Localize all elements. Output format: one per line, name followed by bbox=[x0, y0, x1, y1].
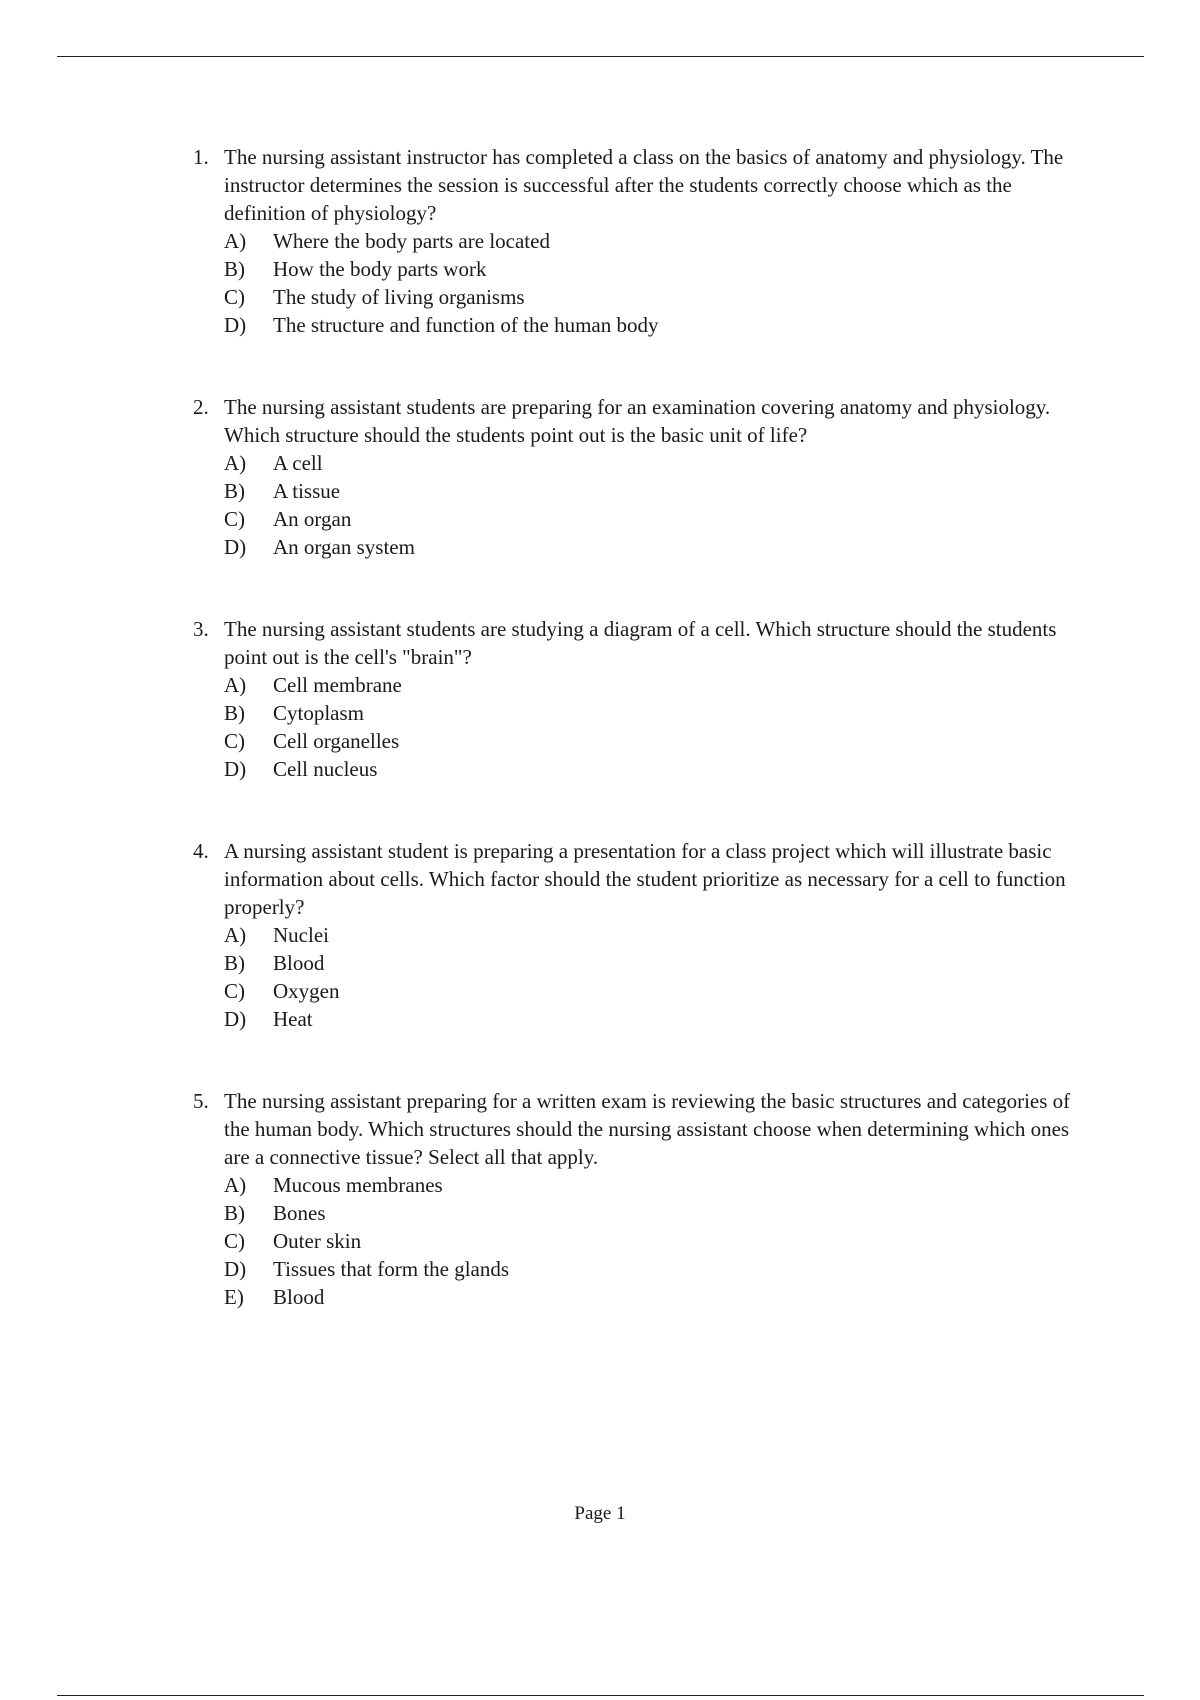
option-letter: D) bbox=[224, 1257, 247, 1281]
answer-option bbox=[224, 477, 1093, 505]
option-letter: A) bbox=[224, 451, 247, 475]
option-letter: B) bbox=[224, 701, 245, 725]
question-number: 4. bbox=[193, 839, 209, 863]
option-text: A cell bbox=[273, 451, 323, 475]
question-number: 1. bbox=[193, 145, 209, 169]
answer-options bbox=[224, 449, 1093, 561]
option-letter: B) bbox=[224, 1201, 245, 1225]
option-text: Cell organelles bbox=[273, 729, 400, 753]
option-letter: D) bbox=[224, 757, 247, 781]
option-letter: E) bbox=[224, 1285, 244, 1309]
question-stem: The nursing assistant students are studying a diagram of a cell. Which structure should the students point out is the cell's "brain"? bbox=[224, 617, 1057, 669]
answer-option bbox=[224, 921, 1093, 949]
option-text: Where the body parts are located bbox=[273, 229, 550, 253]
option-letter: B) bbox=[224, 951, 245, 975]
answer-option bbox=[224, 1005, 1093, 1033]
option-letter: C) bbox=[224, 1229, 245, 1253]
answer-option bbox=[224, 1171, 1093, 1199]
question-stem: The nursing assistant students are preparing for an examination covering anatomy and physiology. Which structure should the students point out is the basic unit of life? bbox=[224, 395, 1051, 447]
option-text: Cell nucleus bbox=[273, 757, 378, 781]
option-text: The structure and function of the human body bbox=[273, 313, 659, 337]
option-text: Cell membrane bbox=[273, 673, 402, 697]
page-number: Page 1 bbox=[574, 1503, 626, 1524]
answer-option bbox=[224, 1199, 1093, 1227]
question-3 bbox=[193, 615, 1093, 783]
option-letter: C) bbox=[224, 729, 245, 753]
answer-option bbox=[224, 949, 1093, 977]
question-number: 2. bbox=[193, 395, 209, 419]
option-letter: D) bbox=[224, 535, 247, 559]
bottom-divider bbox=[57, 1695, 1144, 1696]
option-letter: A) bbox=[224, 1173, 247, 1197]
option-text: Heat bbox=[273, 1007, 313, 1031]
option-text: Outer skin bbox=[273, 1229, 362, 1253]
option-text: An organ system bbox=[273, 535, 415, 559]
option-letter: B) bbox=[224, 479, 245, 503]
question-stem: The nursing assistant preparing for a written exam is reviewing the basic structures and categories of the human body. Which structures should the nursing assistant choose when determining which ones are a connective tissue? Select all that apply. bbox=[224, 1089, 1071, 1169]
option-text: The study of living organisms bbox=[273, 285, 525, 309]
option-letter: C) bbox=[224, 507, 245, 531]
answer-option bbox=[224, 671, 1093, 699]
answer-option bbox=[224, 505, 1093, 533]
answer-options bbox=[224, 671, 1093, 783]
option-text: Bones bbox=[273, 1201, 326, 1225]
option-letter: C) bbox=[224, 979, 245, 1003]
answer-option bbox=[224, 283, 1093, 311]
option-letter: A) bbox=[224, 673, 247, 697]
answer-options bbox=[224, 227, 1093, 339]
question-1 bbox=[193, 143, 1093, 339]
answer-option bbox=[224, 977, 1093, 1005]
answer-option bbox=[224, 699, 1093, 727]
option-text: Oxygen bbox=[273, 979, 340, 1003]
option-text: Blood bbox=[273, 951, 325, 975]
question-number: 3. bbox=[193, 617, 209, 641]
option-letter: A) bbox=[224, 923, 247, 947]
question-4 bbox=[193, 837, 1093, 1033]
answer-options bbox=[224, 1171, 1093, 1311]
option-text: Nuclei bbox=[273, 923, 329, 947]
answer-option bbox=[224, 255, 1093, 283]
answer-option bbox=[224, 727, 1093, 755]
option-text: Blood bbox=[273, 1285, 325, 1309]
answer-option bbox=[224, 755, 1093, 783]
answer-option bbox=[224, 227, 1093, 255]
answer-options bbox=[224, 921, 1093, 1033]
question-stem: A nursing assistant student is preparing a presentation for a class project which will illustrate basic information about cells. Which factor should the student prioritize as necessary for a cell to function properly? bbox=[224, 839, 1066, 919]
answer-option bbox=[224, 533, 1093, 561]
option-letter: D) bbox=[224, 313, 247, 337]
option-text: An organ bbox=[273, 507, 352, 531]
question-5 bbox=[193, 1087, 1093, 1311]
answer-option bbox=[224, 1283, 1093, 1311]
question-number: 5. bbox=[193, 1089, 209, 1113]
answer-option bbox=[224, 449, 1093, 477]
option-text: How the body parts work bbox=[273, 257, 487, 281]
answer-option bbox=[224, 311, 1093, 339]
option-letter: D) bbox=[224, 1007, 247, 1031]
option-letter: C) bbox=[224, 285, 245, 309]
option-text: A tissue bbox=[273, 479, 341, 503]
top-divider bbox=[57, 56, 1144, 57]
question-list bbox=[193, 143, 1093, 1365]
option-text: Cytoplasm bbox=[273, 701, 365, 725]
option-letter: B) bbox=[224, 257, 245, 281]
question-stem: The nursing assistant instructor has completed a class on the basics of anatomy and physiology. The instructor determines the session is successful after the students correctly choose which as the definition of physiology? bbox=[224, 145, 1064, 225]
option-letter: A) bbox=[224, 229, 247, 253]
answer-option bbox=[224, 1227, 1093, 1255]
option-text: Mucous membranes bbox=[273, 1173, 443, 1197]
answer-option bbox=[224, 1255, 1093, 1283]
option-text: Tissues that form the glands bbox=[273, 1257, 510, 1281]
question-2 bbox=[193, 393, 1093, 561]
